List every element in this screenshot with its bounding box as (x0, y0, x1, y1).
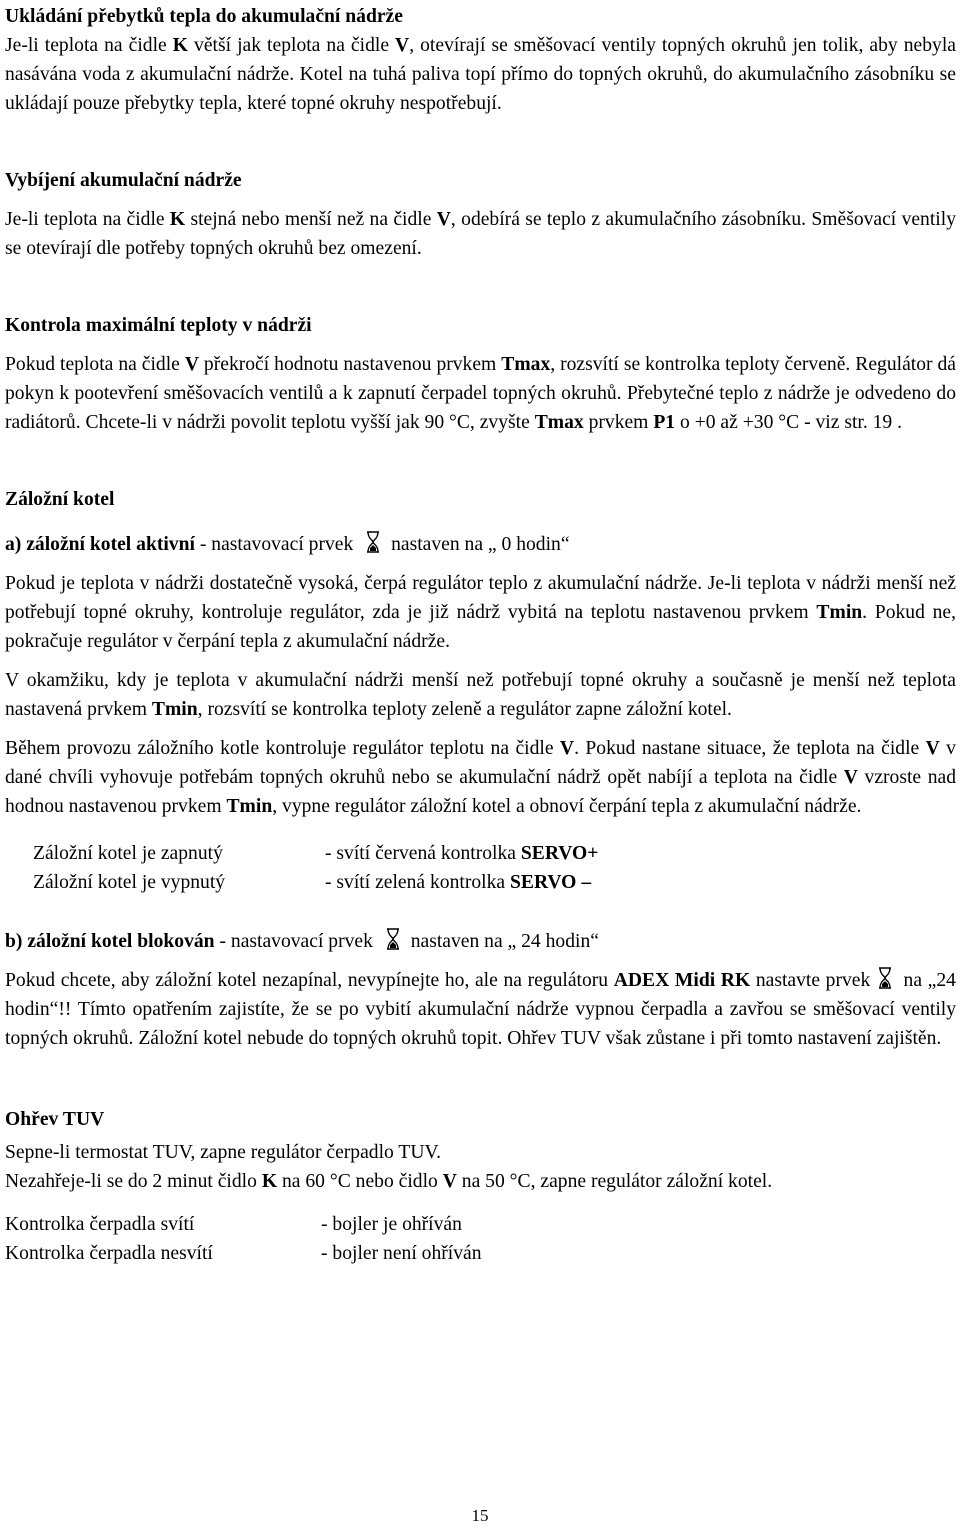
status-label: Záložní kotel je vypnutý (33, 872, 226, 893)
section-title-heat-storage: Ukládání přebytků tepla do akumulační nádrže (5, 6, 403, 27)
hourglass-icon (366, 531, 380, 553)
hourglass-icon (878, 967, 892, 989)
section-title-backup-boiler: Záložní kotel (5, 489, 115, 510)
page-number: 15 (471, 1506, 489, 1525)
status-row (5, 839, 598, 868)
status-value: - bojler je ohříván (321, 1214, 462, 1235)
paragraph-max-temp: Pokud teplota na čidle V překročí hodnotu nastavenou prvkem Tmax, rozsvítí se kontrolka teploty červeně. Regulátor dá pokyn k pootevření směšovacích ventilů a k zapnutí čerpadel topných okruhů. Přebytečné teplo z nádrže je odvedeno do radiátorů. Chcete-li v nádrži povolit teplotu vyšší jak 90 °C, zvyšte Tmax prvkem P1 o +0 až +30 °C - viz str. 19 . (5, 354, 956, 433)
paragraph-backup-3: Během provozu záložního kotle kontroluje regulátor teplotu na čidle V. Pokud nastane situace, že teplota na čidle V v dané chvíli vyhovuje potřebám topných okruhů nebo se akumulační nádrž opět nabíjí a teplota na čidle V vzroste nad hodnou nastavenou prvkem Tmin, vypne regulátor záložní kotel a obnoví čerpání tepla z akumulační nádrže. (5, 738, 956, 817)
section-title-max-temp: Kontrola maximální teploty v nádrži (5, 315, 312, 336)
hourglass-icon (386, 928, 400, 950)
tuv-status-table (5, 1210, 482, 1268)
status-label: Záložní kotel je zapnutý (33, 843, 223, 864)
status-row (5, 1210, 482, 1239)
document-page (5, 2, 956, 1268)
subtitle-backup-active: a) záložní kotel aktivní - nastavovací prvek nastaven na „ 0 hodin“ (5, 530, 956, 559)
section-title-discharge: Vybíjení akumulační nádrže (5, 170, 242, 191)
status-row (5, 1239, 482, 1268)
backup-status-table (5, 839, 598, 897)
paragraph-tuv-1: Sepne-li termostat TUV, zapne regulátor čerpadlo TUV. (5, 1142, 442, 1163)
status-value: - svítí červená kontrolka SERVO+ (325, 843, 599, 864)
status-value: - bojler není ohříván (321, 1243, 482, 1264)
status-row (5, 868, 598, 897)
section-title-tuv: Ohřev TUV (5, 1109, 105, 1130)
paragraph-tuv-2: Nezahřeje-li se do 2 minut čidlo K na 60 °C nebo čidlo V na 50 °C, zapne regulátor záložní kotel. (5, 1171, 773, 1192)
paragraph-discharge: Je-li teplota na čidle K stejná nebo menší než na čidle V, odebírá se teplo z akumulačního zásobníku. Směšovací ventily se otevírají dle potřeby topných okruhů bez omezení. (5, 209, 956, 259)
status-label: Kontrolka čerpadla svítí (5, 1214, 195, 1235)
status-label: Kontrolka čerpadla nesvítí (5, 1243, 213, 1264)
paragraph-heat-storage: Je-li teplota na čidle K větší jak teplota na čidle V, otevírají se směšovací ventily topných okruhů jen tolik, aby nebyla nasávána voda z akumulační nádrže. Kotel na tuhá paliva topí přímo do topných okruhů, do akumulačního zásobníku se ukládají pouze přebytky tepla, které topné okruhy nespotřebují. (5, 35, 956, 114)
status-value: - svítí zelená kontrolka SERVO – (325, 872, 592, 893)
paragraph-backup-blocked: Pokud chcete, aby záložní kotel nezapínal, nevypínejte ho, ale na regulátoru ADEX Midi RK nastavte prvek na „24 hodin“!! Tímto opatřením zajistíte, že se po vybití akumulační nádrže vypnou čerpadla a zavřou se směšovací ventily topných okruhů. Záložní kotel nebude do topných okruhů topit. Ohřev TUV však zůstane i při tomto nastavení zajištěn. (5, 966, 956, 1053)
paragraph-backup-2: V okamžiku, kdy je teplota v akumulační nádrži menší než potřebují topné okruhy a současně je menší než teplota nastavená prvkem Tmin, rozsvítí se kontrolka teploty zeleně a regulátor zapne záložní kotel. (5, 670, 956, 720)
paragraph-backup-1: Pokud je teplota v nádrži dostatečně vysoká, čerpá regulátor teplo z akumulační nádrže. Je-li teplota v nádrži menší než potřebují topné okruhy, kontroluje regulátor, zda je již nádrž vybitá na teplotu nastavenou prvkem Tmin. Pokud ne, pokračuje regulátor v čerpání tepla z akumulační nádrže. (5, 573, 957, 652)
subtitle-backup-blocked: b) záložní kotel blokován - nastavovací prvek nastaven na „ 24 hodin“ (5, 927, 956, 956)
